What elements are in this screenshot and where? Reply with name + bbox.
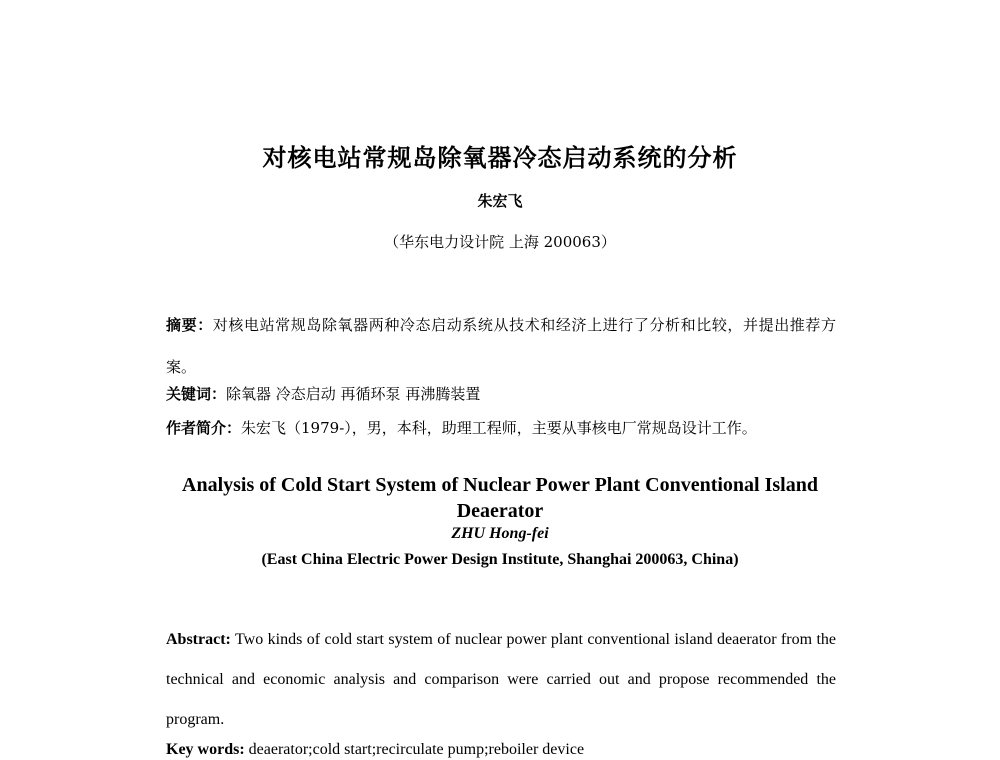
chinese-affiliation: （华东电力设计院 上海 200063） xyxy=(384,233,616,251)
english-author: ZHU Hong-fei xyxy=(451,525,549,542)
author-bio xyxy=(166,418,836,438)
english-keywords xyxy=(166,740,836,760)
chinese-keywords-text: 除氧器 冷态启动 再循环泵 再沸腾装置 xyxy=(226,385,481,403)
author-bio-text: 朱宏飞（1979-），男，本科，助理工程师，主要从事核电厂常规岛设计工作。 xyxy=(241,419,757,437)
english-abstract xyxy=(166,620,836,740)
english-abstract-text: Two kinds of cold start system of nuclear power plant conventional island deaerator from the technical and economic analysis and comparison were carried out and propose recommended the program. xyxy=(166,631,836,728)
english-keywords-text: deaerator;cold start;recirculate pump;reboiler device xyxy=(244,741,585,758)
chinese-abstract-label: 摘要： xyxy=(166,316,213,334)
english-title-text: Analysis of Cold Start System of Nuclear Power Plant Conventional Island Deaerator xyxy=(182,474,818,522)
english-abstract-label: Abstract: xyxy=(166,631,231,648)
chinese-abstract xyxy=(166,304,836,388)
chinese-title: 对核电站常规岛除氧器冷态启动系统的分析 xyxy=(262,144,738,172)
chinese-keywords-label: 关键词： xyxy=(166,385,227,403)
english-affiliation: (East China Electric Power Design Institute, Shanghai 200063, China) xyxy=(261,551,739,568)
chinese-author: 朱宏飞 xyxy=(477,192,523,210)
english-title xyxy=(0,472,1000,524)
chinese-keywords xyxy=(166,384,836,404)
author-bio-label: 作者简介： xyxy=(166,419,242,437)
chinese-abstract-text: 对核电站常规岛除氧器两种冷态启动系统从技术和经济上进行了分析和比较，并提出推荐方案。 xyxy=(166,316,836,376)
english-keywords-label: Key words: xyxy=(166,741,245,758)
